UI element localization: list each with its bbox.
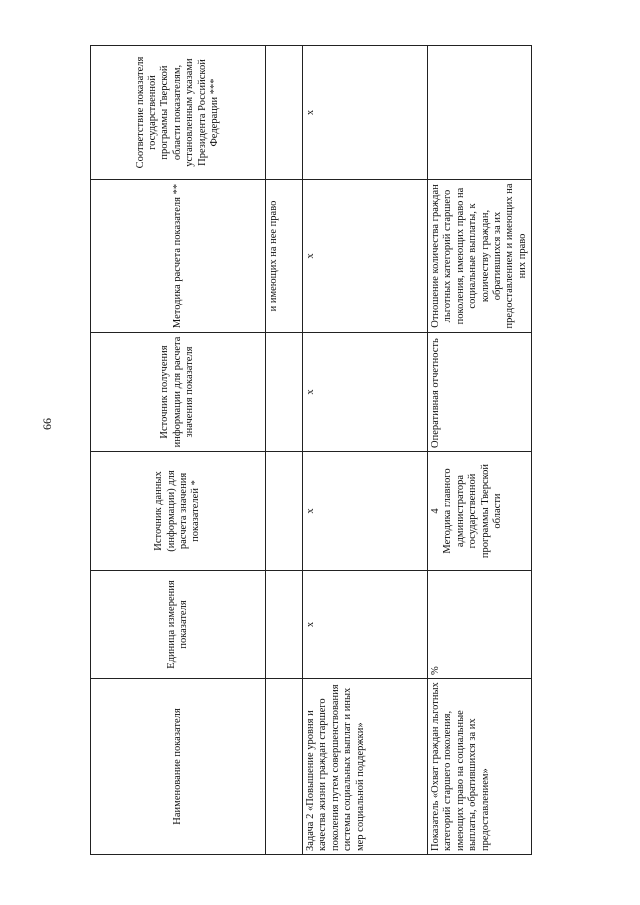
indicator-source-info: Оперативная отчетность (428, 333, 532, 452)
indicator-method: Отношение количества граждан льготных категорий старшего поколения, имеющих право на социальные выплаты, к количеству граждан, обратившихся за их предоставлением и имеющих на них право (428, 180, 532, 333)
indicator-source-code: 4 (430, 508, 441, 514)
indicator-source-cell (428, 452, 532, 571)
indicator-name: Показатель «Охват граждан льготных категорий старшего поколения, имеющих право на социальные выплаты, обратившихся за их предоставлением» (428, 679, 532, 855)
task-source-info: х (303, 333, 428, 452)
cont-cell-2 (266, 571, 303, 679)
indicators-table-container (90, 46, 528, 855)
indicator-unit: % (428, 571, 532, 679)
header-info-source: Источник получения информации для расчета значения показателя (91, 333, 266, 452)
header-indicator-name: Наименование показателя (91, 679, 266, 855)
indicator-row (428, 46, 532, 855)
cont-cell-6 (266, 46, 303, 180)
header-compliance: Соответствие показателя государственной программы Тверской области показателям, установленным указами Президента Российской Федерации *** (91, 46, 266, 180)
task-name: Задача 2 «Повышение уровня и качества жизни граждан старшего поколения путем совершенствования системы социальных выплат и иных мер социальной поддержки» (303, 679, 428, 855)
task-row (303, 46, 428, 855)
indicators-table (90, 45, 532, 855)
cont-cell-4 (266, 333, 303, 452)
cont-cell-method: и имеющих на нее право (266, 180, 303, 333)
cont-cell-3 (266, 452, 303, 571)
indicator-compliance (428, 46, 532, 180)
page-number: 66 (40, 418, 54, 430)
task-unit: х (303, 571, 428, 679)
task-compliance: х (303, 46, 428, 180)
header-unit: Единица измерения показателя (91, 571, 266, 679)
continuation-row (266, 46, 303, 855)
task-source: х (303, 452, 428, 571)
indicator-source: Методика главного администратора государственной программы Тверской области (442, 463, 503, 559)
task-method: х (303, 180, 428, 333)
header-data-source: Источник данных (информации) для расчета значения показателей * (91, 452, 266, 571)
cont-cell-1 (266, 679, 303, 855)
header-method: Методика расчета показателя ** (91, 180, 266, 333)
header-row (91, 46, 266, 855)
